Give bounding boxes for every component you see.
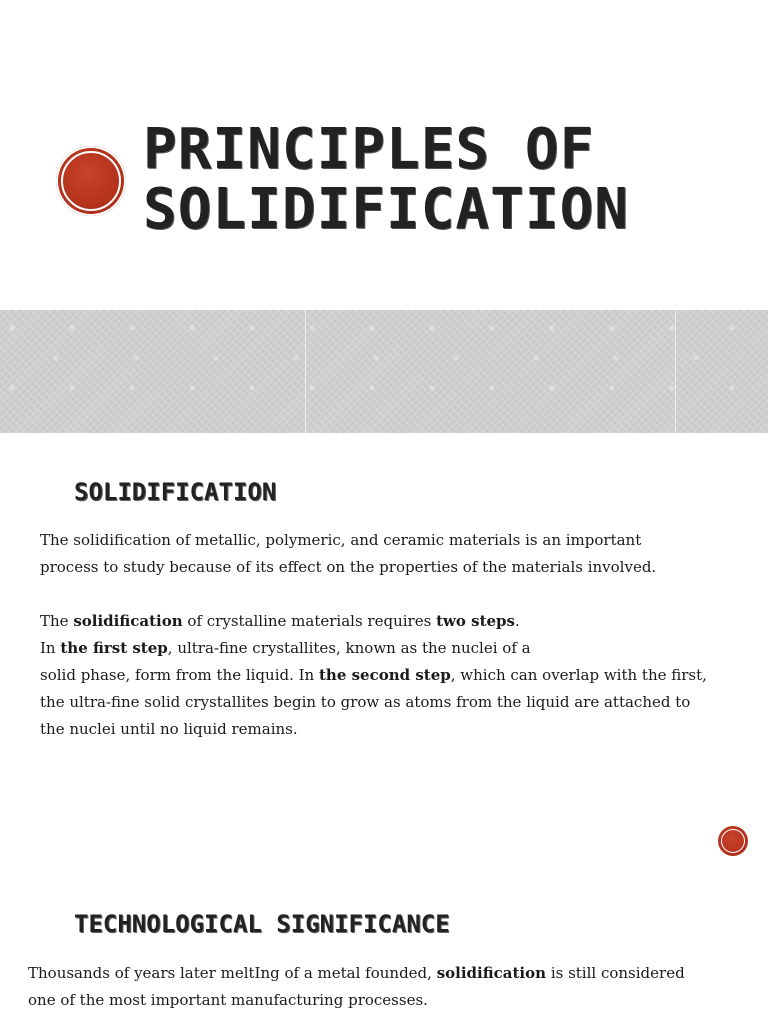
text-run: , ultra-fine crystallites, known as the nuclei of a <box>167 639 531 657</box>
bold-term: the second step <box>318 666 451 684</box>
text-line: one of the most important manufacturing processes. <box>28 991 428 1009</box>
bold-term: the first step <box>60 639 168 657</box>
accent-circle-small-icon <box>718 826 748 856</box>
title-slide <box>0 0 768 310</box>
section-heading-solidification: SOLIDIFICATION <box>74 478 277 506</box>
text-run: The <box>40 612 74 630</box>
slide-title-line1: PRINCIPLES OF <box>143 117 595 182</box>
paragraph-intro <box>40 527 740 581</box>
text-line: The solidification of metallic, polymeric, and ceramic materials is an important <box>40 531 642 549</box>
textured-divider-band <box>0 310 768 433</box>
text-run: . <box>514 612 520 630</box>
accent-circle-icon <box>56 146 126 216</box>
text-line: the ultra-fine solid crystallites begin to grow as atoms from the liquid are attached to <box>40 693 691 711</box>
text-run: Thousands of years later meltIng of a metal founded, <box>28 964 437 982</box>
text-run: , which can overlap with the first, <box>450 666 707 684</box>
slide-title-line2: SOLIDIFICATION <box>143 177 630 242</box>
bold-term: two steps <box>436 612 515 630</box>
text-line: the nuclei until no liquid remains. <box>40 720 298 738</box>
band-seam <box>675 310 676 433</box>
section-heading-technological-significance: TECHNOLOGICAL SIGNIFICANCE <box>74 910 450 938</box>
text-run: In <box>40 639 61 657</box>
text-run: solid phase, form from the liquid. In <box>40 666 319 684</box>
text-line: process to study because of its effect on the properties of the materials involved. <box>40 558 657 576</box>
text-run: is still considered <box>546 964 685 982</box>
paragraph-two-steps <box>40 608 740 743</box>
bold-term: solidification <box>73 612 183 630</box>
band-seam <box>305 310 306 433</box>
slide-title <box>143 117 743 242</box>
bold-term: solidification <box>436 964 547 982</box>
text-run: of crystalline materials requires <box>182 612 437 630</box>
paragraph-significance <box>28 960 748 1014</box>
